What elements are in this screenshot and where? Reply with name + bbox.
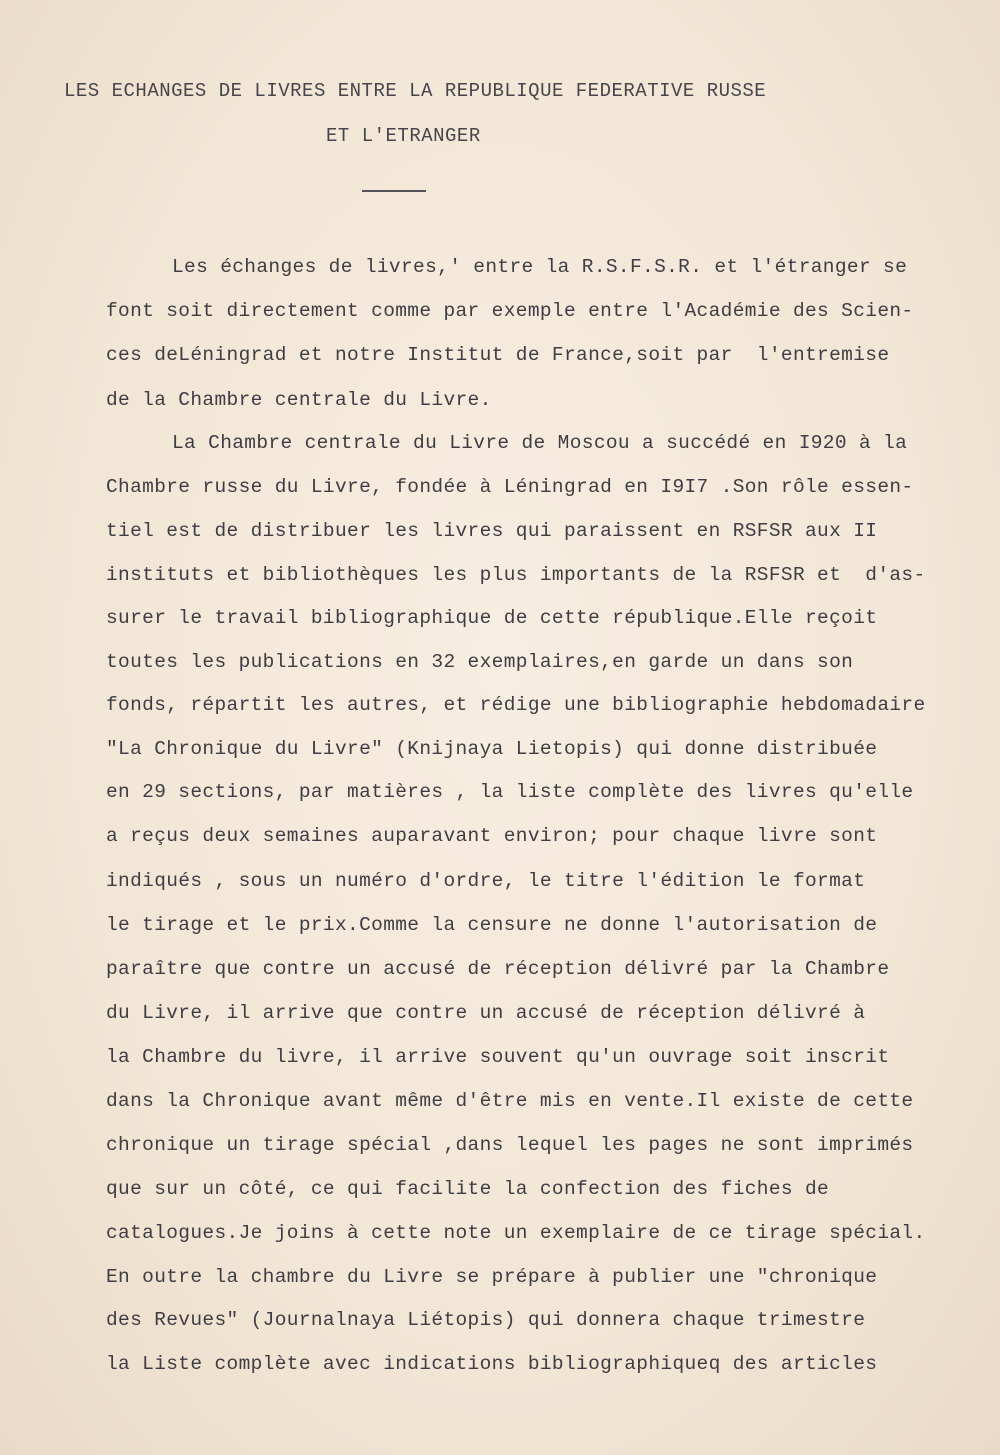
- body-line: des Revues" (Journalnaya Liétopis) qui donnera chaque trimestre: [106, 1309, 866, 1331]
- body-line: La Chambre centrale du Livre de Moscou a succédé en I920 à la: [172, 432, 908, 454]
- body-line: paraître que contre un accusé de réception délivré par la Chambre: [106, 958, 890, 980]
- body-line: que sur un côté, ce qui facilite la confection des fiches de: [106, 1178, 830, 1200]
- body-line: surer le travail bibliographique de cette république.Elle reçoit: [106, 607, 878, 629]
- body-line: fonds, répartit les autres, et rédige une bibliographie hebdomadaire: [106, 694, 926, 716]
- body-line: Chambre russe du Livre, fondée à Léningrad en I9I7 .Son rôle essen-: [106, 476, 914, 498]
- body-line: "La Chronique du Livre" (Knijnaya Lietopis) qui donne distribuée: [106, 738, 878, 760]
- body-line: chronique un tirage spécial ,dans lequel les pages ne sont imprimés: [106, 1134, 914, 1156]
- document-title-line-1: LES ECHANGES DE LIVRES ENTRE LA REPUBLIQUE FEDERATIVE RUSSE: [64, 80, 767, 102]
- title-underline-rule: [362, 190, 426, 192]
- body-line: en 29 sections, par matières , la liste complète des livres qu'elle: [106, 781, 914, 803]
- body-line: indiqués , sous un numéro d'ordre, le titre l'édition le format: [106, 870, 866, 892]
- body-line: la Chambre du livre, il arrive souvent qu'un ouvrage soit inscrit: [106, 1046, 890, 1068]
- body-line: catalogues.Je joins à cette note un exemplaire de ce tirage spécial.: [106, 1222, 926, 1244]
- body-line: En outre la chambre du Livre se prépare à publier une "chronique: [106, 1266, 878, 1288]
- body-line: a reçus deux semaines auparavant environ; pour chaque livre sont: [106, 825, 878, 847]
- body-line: du Livre, il arrive que contre un accusé de réception délivré à: [106, 1002, 866, 1024]
- body-line: la Liste complète avec indications bibliographiqueq des articles: [106, 1353, 878, 1375]
- document-title-line-2: ET L'ETRANGER: [326, 125, 481, 147]
- body-line: le tirage et le prix.Comme la censure ne donne l'autorisation de: [106, 914, 878, 936]
- body-line: instituts et bibliothèques les plus importants de la RSFSR et d'as-: [106, 564, 926, 586]
- body-line: Les échanges de livres,' entre la R.S.F.S.R. et l'étranger se: [172, 256, 908, 278]
- body-line: tiel est de distribuer les livres qui paraissent en RSFSR aux II: [106, 520, 878, 542]
- body-line: font soit directement comme par exemple entre l'Académie des Scien-: [106, 300, 914, 322]
- body-line: toutes les publications en 32 exemplaires,en garde un dans son: [106, 651, 854, 673]
- body-line: dans la Chronique avant même d'être mis en vente.Il existe de cette: [106, 1090, 914, 1112]
- body-line: ces deLéningrad et notre Institut de France,soit par l'entremise: [106, 344, 890, 366]
- body-line: de la Chambre centrale du Livre.: [106, 389, 492, 411]
